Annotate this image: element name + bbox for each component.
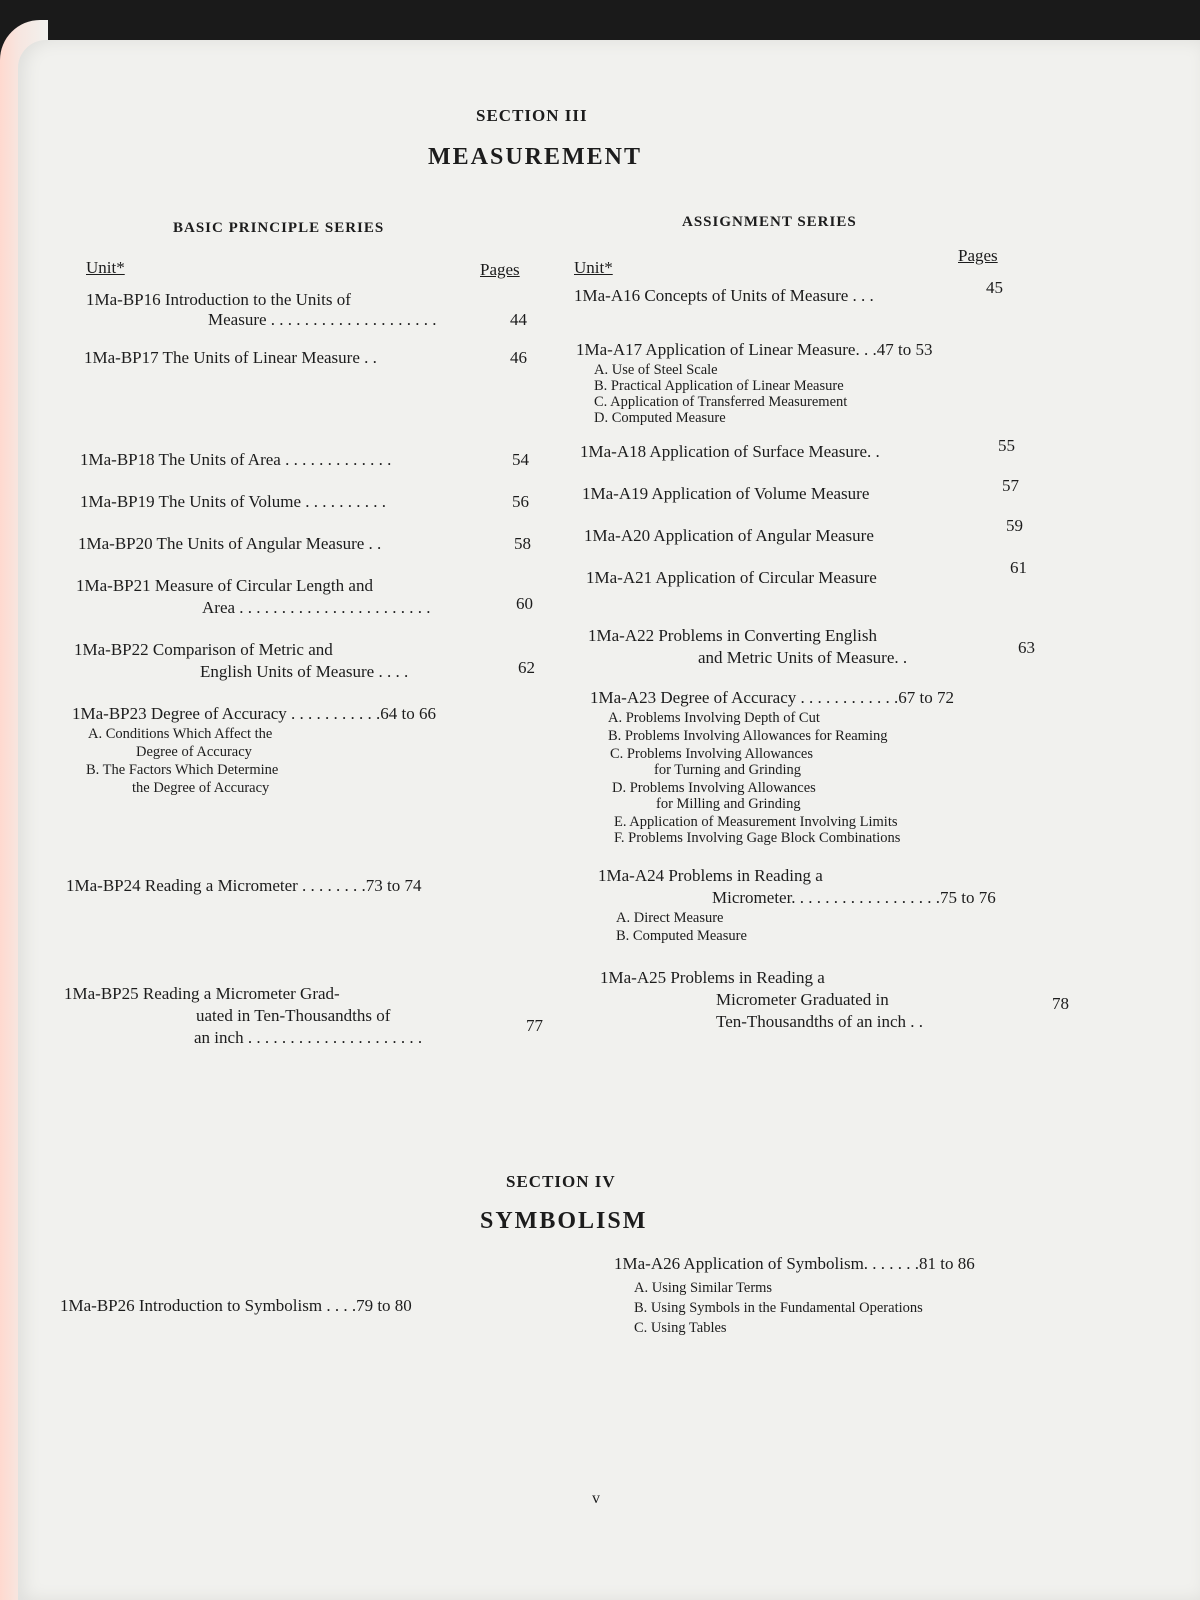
section-title: MEASUREMENT [428, 144, 643, 170]
unit-column-label: Unit* [86, 258, 125, 277]
entry-bp16: 1Ma-BP16 Introduction to the Units of [86, 290, 351, 309]
subentry: Degree of Accuracy [136, 744, 252, 760]
entry-a17: 1Ma-A17 Application of Linear Measure. . .47 to 53 [576, 340, 933, 359]
page-number: 56 [512, 492, 529, 511]
subentry: D. Problems Involving Allowances [612, 780, 816, 796]
page-number: 55 [998, 436, 1015, 455]
entry-bp19: 1Ma-BP19 The Units of Volume . . . . . . . . . . [80, 492, 387, 511]
unit-column-label: Unit* [574, 258, 613, 277]
subentry: the Degree of Accuracy [132, 780, 270, 796]
entry-bp21: 1Ma-BP21 Measure of Circular Length and [76, 576, 373, 595]
right-column-header: ASSIGNMENT SERIES [682, 214, 857, 230]
subentry: for Turning and Grinding [654, 762, 802, 778]
entry-a23: 1Ma-A23 Degree of Accuracy . . . . . . . . . . . .67 to 72 [590, 688, 954, 707]
subentry: C. Problems Involving Allowances [610, 746, 813, 762]
subentry: A. Problems Involving Depth of Cut [608, 710, 820, 726]
entry-bp21-cont: Area . . . . . . . . . . . . . . . . . . . . . . . [202, 598, 431, 617]
subentry: E. Application of Measurement Involving Limits [614, 814, 898, 830]
entry-bp18: 1Ma-BP18 The Units of Area . . . . . . . . . . . . . [80, 450, 392, 469]
entry-a22-cont: and Metric Units of Measure. . [698, 648, 908, 667]
entry-bp22: 1Ma-BP22 Comparison of Metric and [74, 640, 333, 659]
subentry: A. Using Similar Terms [634, 1280, 773, 1296]
subentry: B. Practical Application of Linear Measure [594, 378, 844, 394]
book-page [18, 40, 1200, 1600]
entry-a22: 1Ma-A22 Problems in Converting English [588, 626, 877, 645]
entry-bp25: 1Ma-BP25 Reading a Micrometer Grad- [64, 984, 340, 1003]
entry-a19: 1Ma-A19 Application of Volume Measure [582, 484, 870, 503]
page-number: 78 [1052, 994, 1069, 1013]
subentry: F. Problems Involving Gage Block Combinations [614, 830, 901, 846]
entry-a16: 1Ma-A16 Concepts of Units of Measure . . . [574, 286, 874, 305]
entry-a21: 1Ma-A21 Application of Circular Measure [586, 568, 877, 587]
subentry: C. Application of Transferred Measurement [594, 394, 848, 410]
entry-a18: 1Ma-A18 Application of Surface Measure. . [580, 442, 880, 461]
page-number: 54 [512, 450, 529, 469]
entry-a20: 1Ma-A20 Application of Angular Measure [584, 526, 874, 545]
entry-a24-cont: Micrometer. . . . . . . . . . . . . . . . . .75 to 76 [712, 888, 996, 907]
entry-bp24: 1Ma-BP24 Reading a Micrometer . . . . . . . .73 to 74 [66, 876, 422, 895]
entry-a26: 1Ma-A26 Application of Symbolism. . . . . . .81 to 86 [614, 1254, 975, 1273]
page-number: 77 [526, 1016, 543, 1035]
entry-bp20: 1Ma-BP20 The Units of Angular Measure . . [78, 534, 382, 553]
pages-column-label: Pages [958, 246, 998, 265]
subentry: for Milling and Grinding [656, 796, 801, 812]
section-title: SYMBOLISM [480, 1208, 648, 1234]
subentry: B. Computed Measure [616, 928, 747, 944]
subentry: B. Problems Involving Allowances for Reaming [608, 728, 888, 744]
page-number: 57 [1002, 476, 1019, 495]
subentry: A. Use of Steel Scale [594, 362, 718, 378]
page-number: 60 [516, 594, 533, 613]
page-number: 61 [1010, 558, 1027, 577]
page-number: 59 [1006, 516, 1023, 535]
page-number: 62 [518, 658, 535, 677]
subentry: B. The Factors Which Determine [86, 762, 279, 778]
pages-column-label: Pages [480, 260, 520, 279]
section-label: SECTION IV [506, 1172, 616, 1191]
entry-a25-cont: Micrometer Graduated in [716, 990, 889, 1009]
entry-bp25-cont: uated in Ten-Thousandths of [196, 1006, 391, 1025]
subentry: A. Direct Measure [616, 910, 724, 926]
entry-bp26: 1Ma-BP26 Introduction to Symbolism . . . .79 to 80 [60, 1296, 412, 1315]
entry-bp22-cont: English Units of Measure . . . . [200, 662, 409, 681]
entry-a24: 1Ma-A24 Problems in Reading a [598, 866, 823, 885]
left-column-header: BASIC PRINCIPLE SERIES [173, 220, 385, 236]
subentry: B. Using Symbols in the Fundamental Operations [634, 1300, 923, 1316]
subentry: D. Computed Measure [594, 410, 726, 426]
entry-bp17: 1Ma-BP17 The Units of Linear Measure . . [84, 348, 377, 367]
page-number: 44 [510, 310, 527, 329]
page-number: 45 [986, 278, 1003, 297]
page-number: 46 [510, 348, 527, 367]
page-number: 58 [514, 534, 531, 553]
page-number: 63 [1018, 638, 1035, 657]
subentry: A. Conditions Which Affect the [88, 726, 273, 742]
entry-a25: 1Ma-A25 Problems in Reading a [600, 968, 825, 987]
entry-a25-cont: Ten-Thousandths of an inch . . [716, 1012, 924, 1031]
section-label: SECTION III [476, 106, 588, 125]
subentry: C. Using Tables [634, 1320, 727, 1336]
entry-bp23: 1Ma-BP23 Degree of Accuracy . . . . . . . . . . .64 to 66 [72, 704, 437, 723]
entry-bp25-cont: an inch . . . . . . . . . . . . . . . . . . . . . [194, 1028, 423, 1047]
entry-bp16-cont: Measure . . . . . . . . . . . . . . . . . . . . [208, 310, 437, 329]
page-number-footer: v [592, 1490, 600, 1507]
